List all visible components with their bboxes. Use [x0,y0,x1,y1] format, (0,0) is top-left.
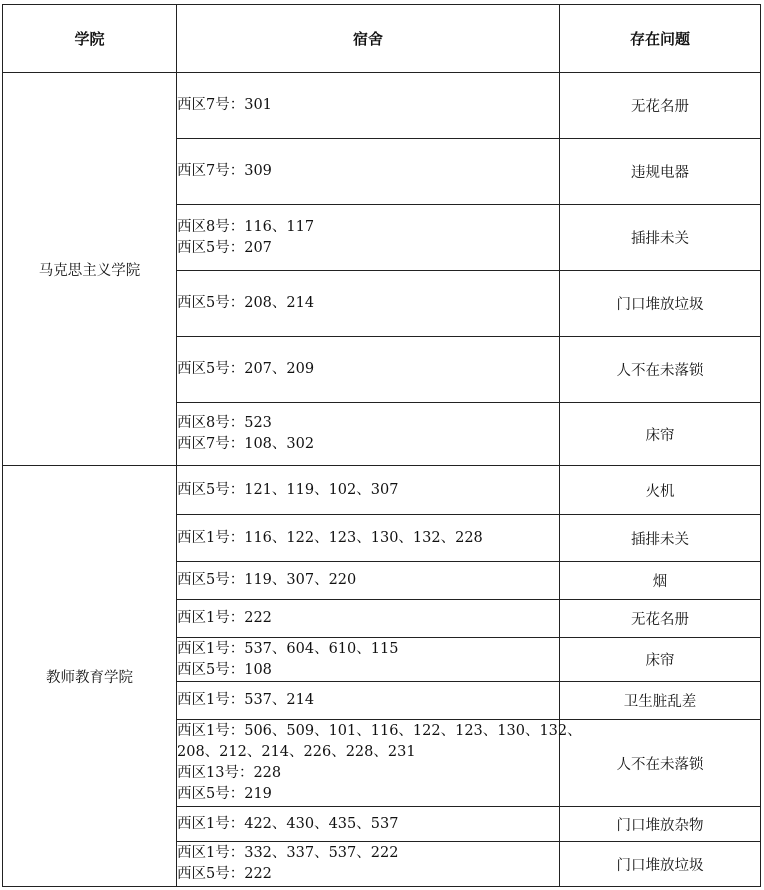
issue-cell: 插排未关 [560,205,761,271]
issue-cell: 床帘 [560,638,761,682]
dorm-line: 西区5号：207、209 [177,361,315,377]
dorm-line: 西区1号：537、604、610、115 [177,640,399,657]
dorm-line: 西区1号：222 [177,610,272,626]
dorm-cell [177,73,560,139]
dorm-line: 西区1号：116、122、123、130、132、228 [177,529,483,546]
dorm-line: 西区1号：537、214 [177,692,315,708]
issue-cell: 人不在未落锁 [560,337,761,403]
issue-cell: 违规电器 [560,139,761,205]
dorm-cell [177,271,560,337]
dorm-cell [177,638,560,682]
dorm-cell [177,807,560,842]
issue-cell: 人不在未落锁 [560,720,761,807]
dorm-line: 西区7号：108、302 [177,436,315,452]
issue-cell: 门口堆放垃圾 [560,842,761,887]
dorm-line: 西区5号：121、119、102、307 [177,481,399,498]
issue-cell: 插排未关 [560,515,761,562]
dorm-line: 208、212、214、226、228、231 [177,744,416,760]
dorm-inspection-table [2,4,761,887]
dorm-line: 西区5号：207 [177,239,272,256]
dorm-cell [177,205,560,271]
header-college: 学院 [3,5,177,73]
dorm-cell [177,403,560,466]
table-row [3,466,761,515]
header-row [3,5,761,73]
dorm-line: 西区13号：228 [177,765,282,781]
dorm-cell [177,562,560,600]
issue-cell: 卫生脏乱差 [560,682,761,720]
dorm-cell [177,466,560,515]
header-issue: 存在问题 [560,5,761,73]
issue-cell: 烟 [560,562,761,600]
issue-cell: 火机 [560,466,761,515]
dorm-line: 西区1号：506、509、101、116、122、123、130、132、 [177,723,582,739]
table-body [3,73,761,887]
dorm-line: 西区5号：108 [177,661,272,678]
dorm-line: 西区5号：208、214 [177,295,315,311]
college-cell: 教师教育学院 [3,466,177,887]
dorm-line: 西区8号：523 [177,415,272,431]
dorm-cell [177,682,560,720]
dorm-line: 西区5号：222 [177,866,272,882]
issue-cell: 门口堆放垃圾 [560,271,761,337]
issue-cell: 无花名册 [560,600,761,638]
dorm-line: 西区8号：116、117 [177,218,315,235]
college-cell: 马克思主义学院 [3,73,177,466]
dorm-cell [177,600,560,638]
dorm-line: 西区1号：422、430、435、537 [177,815,399,832]
dorm-line: 西区7号：309 [177,163,272,179]
dorm-cell [177,842,560,887]
dorm-cell [177,720,582,807]
header-dorm: 宿舍 [177,5,560,73]
dorm-line: 西区5号：119、307、220 [177,572,357,588]
dorm-cell [177,515,560,562]
dorm-line: 西区1号：332、337、537、222 [177,845,399,861]
issue-cell: 床帘 [560,403,761,466]
dorm-cell [177,337,560,403]
dorm-line: 西区7号：301 [177,97,272,113]
dorm-line: 西区5号：219 [177,786,272,802]
issue-cell: 无花名册 [560,73,761,139]
table-row [3,73,761,139]
issue-cell: 门口堆放杂物 [560,807,761,842]
dorm-cell [177,139,560,205]
